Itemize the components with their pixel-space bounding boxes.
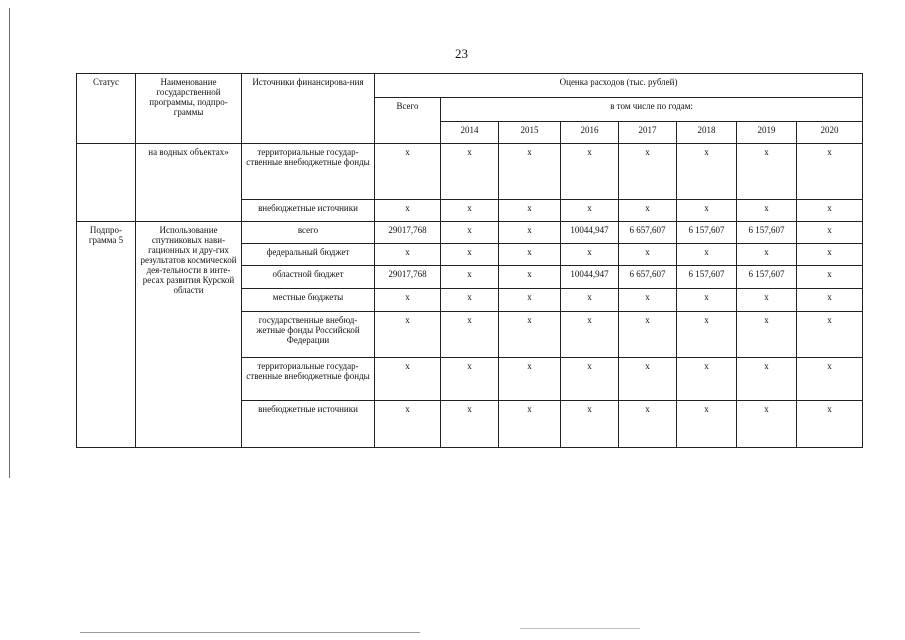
value-cell: x <box>619 144 677 200</box>
value-cell: 10044,947 <box>561 266 619 289</box>
header-year: 2019 <box>737 122 797 144</box>
header-estimate: Оценка расходов (тыс. рублей) <box>375 74 863 98</box>
header-status: Статус <box>77 74 136 144</box>
value-cell: x <box>561 244 619 266</box>
value-cell: x <box>375 312 441 358</box>
source-cell: внебюджетные источники <box>242 401 375 448</box>
value-cell: x <box>619 289 677 312</box>
value-cell: x <box>797 266 863 289</box>
value-cell: x <box>561 312 619 358</box>
value-cell: x <box>677 289 737 312</box>
value-cell: x <box>561 144 619 200</box>
value-cell: x <box>561 358 619 401</box>
value-cell: x <box>441 312 499 358</box>
status-cell <box>77 144 136 222</box>
value-cell: 6 157,607 <box>737 222 797 244</box>
header-year: 2017 <box>619 122 677 144</box>
value-cell: x <box>375 289 441 312</box>
value-cell: x <box>499 200 561 222</box>
value-cell: x <box>619 312 677 358</box>
value-cell: x <box>499 289 561 312</box>
value-cell: x <box>499 312 561 358</box>
value-cell: x <box>677 200 737 222</box>
value-cell: 6 657,607 <box>619 266 677 289</box>
value-cell: x <box>441 266 499 289</box>
value-cell: x <box>737 312 797 358</box>
value-cell: 29017,768 <box>375 266 441 289</box>
value-cell: x <box>441 289 499 312</box>
value-cell: x <box>677 358 737 401</box>
value-cell: x <box>441 222 499 244</box>
value-cell: x <box>499 266 561 289</box>
value-cell: x <box>561 289 619 312</box>
value-cell: 6 157,607 <box>677 222 737 244</box>
header-year: 2016 <box>561 122 619 144</box>
value-cell: x <box>677 144 737 200</box>
value-cell: x <box>441 144 499 200</box>
header-program-name: Наименование государственной программы, подпро-граммы <box>136 74 242 144</box>
budget-table <box>76 73 863 448</box>
source-cell: федеральный бюджет <box>242 244 375 266</box>
value-cell: x <box>499 358 561 401</box>
value-cell: x <box>737 401 797 448</box>
value-cell: x <box>441 244 499 266</box>
status-cell: Подпро-грамма 5 <box>77 222 136 448</box>
value-cell: x <box>677 312 737 358</box>
program-name-cell: Использование спутниковых нави-гационных и дру-гих результатов космической дея-тельности в инте-ресах развития Курской области <box>136 222 242 448</box>
value-cell: x <box>375 401 441 448</box>
header-year: 2014 <box>441 122 499 144</box>
value-cell: x <box>797 200 863 222</box>
value-cell: x <box>619 401 677 448</box>
header-year: 2015 <box>499 122 561 144</box>
value-cell: x <box>737 289 797 312</box>
value-cell: x <box>797 358 863 401</box>
value-cell: x <box>797 289 863 312</box>
value-cell: x <box>441 200 499 222</box>
header-total: Всего <box>375 98 441 144</box>
scan-artifact-line <box>520 628 640 629</box>
header-by-years: в том числе по годам: <box>441 98 863 122</box>
value-cell: x <box>441 401 499 448</box>
value-cell: x <box>619 200 677 222</box>
value-cell: x <box>375 358 441 401</box>
value-cell: x <box>737 144 797 200</box>
source-cell: государственные внебюд-жетные фонды Российской Федерации <box>242 312 375 358</box>
value-cell: x <box>441 358 499 401</box>
value-cell: x <box>797 222 863 244</box>
page-number: 23 <box>455 46 468 61</box>
value-cell: x <box>797 312 863 358</box>
value-cell: x <box>619 358 677 401</box>
value-cell: x <box>737 358 797 401</box>
value-cell: x <box>619 244 677 266</box>
value-cell: x <box>797 144 863 200</box>
header-year: 2018 <box>677 122 737 144</box>
header-sources: Источники финансирова-ния <box>242 74 375 144</box>
value-cell: x <box>561 200 619 222</box>
value-cell: 6 657,607 <box>619 222 677 244</box>
scan-margin-line <box>9 8 10 478</box>
value-cell: x <box>737 244 797 266</box>
value-cell: x <box>499 222 561 244</box>
value-cell: 10044,947 <box>561 222 619 244</box>
value-cell: x <box>797 401 863 448</box>
value-cell: x <box>375 200 441 222</box>
source-cell: территориальные государ-ственные внебюджетные фонды <box>242 144 375 200</box>
source-cell: всего <box>242 222 375 244</box>
value-cell: x <box>375 244 441 266</box>
value-cell: x <box>499 401 561 448</box>
value-cell: 6 157,607 <box>737 266 797 289</box>
value-cell: x <box>797 244 863 266</box>
source-cell: областной бюджет <box>242 266 375 289</box>
value-cell: x <box>499 144 561 200</box>
scan-artifact-line <box>80 632 420 633</box>
value-cell: x <box>561 401 619 448</box>
value-cell: 6 157,607 <box>677 266 737 289</box>
source-cell: территориальные государ-ственные внебюджетные фонды <box>242 358 375 401</box>
value-cell: 29017,768 <box>375 222 441 244</box>
value-cell: x <box>737 200 797 222</box>
value-cell: x <box>375 144 441 200</box>
value-cell: x <box>499 244 561 266</box>
value-cell: x <box>677 401 737 448</box>
source-cell: местные бюджеты <box>242 289 375 312</box>
header-year: 2020 <box>797 122 863 144</box>
source-cell: внебюджетные источники <box>242 200 375 222</box>
value-cell: x <box>677 244 737 266</box>
program-name-cell: на водных объектах» <box>136 144 242 222</box>
